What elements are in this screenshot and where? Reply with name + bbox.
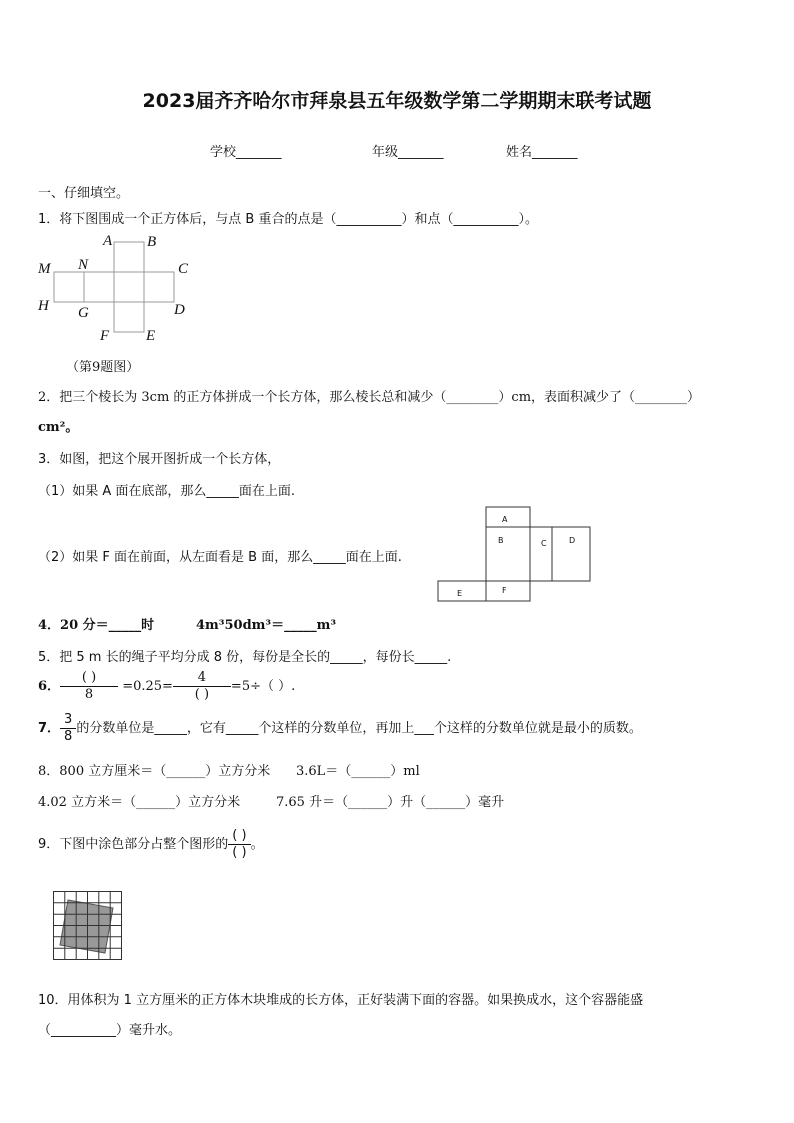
question-4-part1: 4．20 分＝_____时 [38,618,155,633]
fraction-1 [60,670,118,703]
fraction-answer [228,828,250,861]
question-7-label: 7． [38,721,61,736]
question-7-text: 的分数单位是_____，它有_____个这样的分数单位，再加上___个这样的分数单位就是最小的质数。 [76,721,642,736]
point-F: F [100,328,110,344]
question-10-line1: 10．用体积为 1 立方厘米的正方体木块堆成的长方体，正好装满下面的容器。如果换成水，这个容器能盛 [38,993,644,1008]
fraction-answer-numerator: ( ) [228,828,250,845]
question-7 [38,712,642,746]
question-9-text: 9．下图中涂色部分占整个图形的 [38,837,229,852]
face-B: B [498,536,504,545]
point-G: G [78,305,89,321]
point-E: E [146,328,156,344]
point-A: A [103,233,113,249]
question-5: 5．把 5 m 长的绳子平均分成 8 份，每份是全长的_____，每份长_____. [38,650,452,665]
question-2-line2: cm²。 [38,420,79,435]
school-field: 学校_______ [210,145,282,160]
fraction-1-denominator: 8 [84,687,94,702]
question-9 [38,828,264,862]
question-3-part1: （1）如果 A 面在底部，那么_____面在上面. [38,484,296,499]
question-4-part2: 4m³50dm³＝_____m³ [196,618,337,633]
question-8-line1a: 8．800 立方厘米＝（______）立方分米 [38,764,271,779]
figure-caption: （第9题图） [66,360,140,375]
point-N: N [78,257,89,273]
point-H: H [38,298,49,314]
point-C: C [178,261,189,277]
section-heading: 一、仔细填空。 [38,186,130,201]
fraction-answer-denominator: ( ) [232,845,247,860]
fraction-2-denominator: ( ) [194,687,210,702]
name-field: 姓名_______ [506,145,578,160]
face-A: A [502,515,508,524]
question-8-line2b: 7.65 升＝（______）升（______）毫升 [276,795,505,810]
fraction-1-numerator: ( ) [60,670,118,687]
shaded-square-grid [52,890,124,962]
question-3-intro: 3．如图，把这个展开图折成一个长方体， [38,452,281,467]
fraction-3-8 [60,712,76,745]
question-6-tail: =5÷（ ）. [230,679,296,694]
page-title: 2023届齐齐哈尔市拜泉县五年级数学第二学期期末联考试题 [142,90,652,112]
point-D: D [174,302,185,318]
point-B: B [147,234,157,250]
question-6 [38,670,295,704]
face-E: E [457,589,463,598]
fraction-2 [173,670,231,703]
face-F: F [502,586,507,595]
question-9-tail: 。 [250,837,264,852]
face-C: C [541,539,547,548]
question-10-line2: （__________）毫升水。 [38,1023,182,1038]
fraction-3-8-numerator: 3 [60,712,76,729]
face-D: D [569,536,576,545]
question-2-line1: 2．把三个棱长为 3cm 的正方体拼成一个长方体，那么棱长总和减少（________）cm，表面积减少了（________） [38,390,701,405]
question-3-part2: （2）如果 F 面在前面，从左面看是 B 面，那么_____面在上面. [38,550,402,565]
question-8-line2a: 4.02 立方米＝（______）立方分米 [38,795,241,810]
question-1: 1．将下图围成一个正方体后，与点 B 重合的点是（__________）和点（__________）。 [38,212,538,227]
question-6-label: 6． [38,679,61,694]
point-M: M [38,261,51,277]
question-8-line1b: 3.6L＝（______）ml [296,764,420,779]
grade-field: 年级_______ [372,145,444,160]
fraction-3-8-denominator: 8 [64,729,73,744]
fraction-2-numerator: 4 [173,670,231,687]
question-6-mid: =0.25= [122,679,173,694]
cube-net-figure [30,230,210,345]
